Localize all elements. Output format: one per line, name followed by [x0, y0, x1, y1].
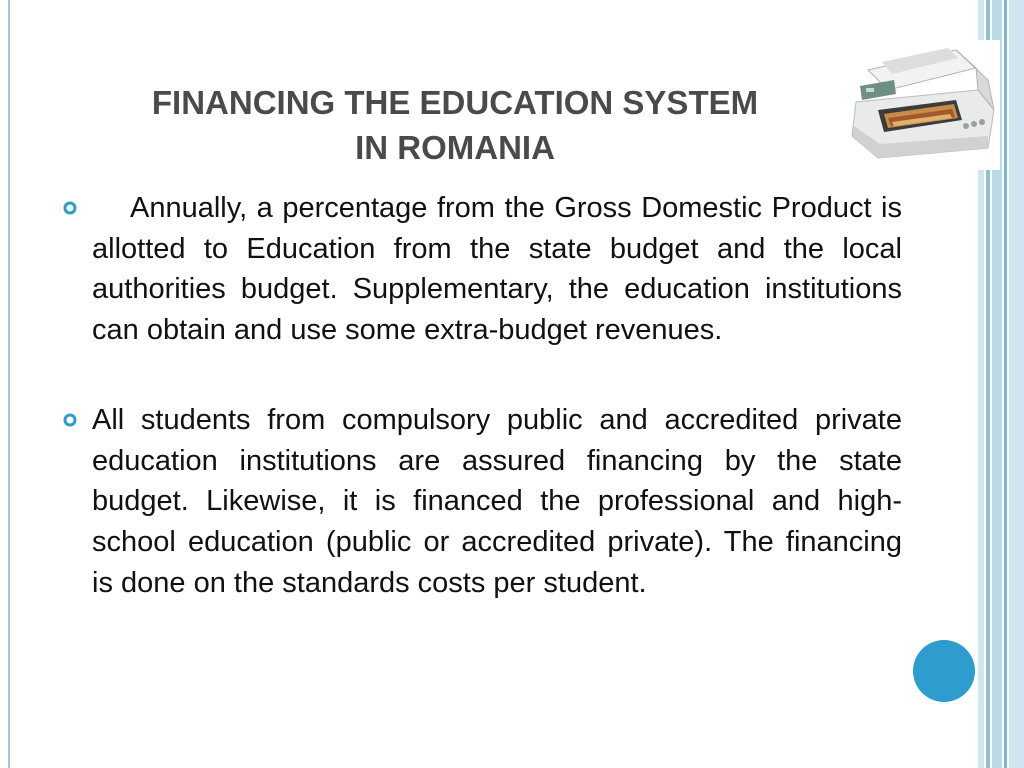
bullet-1-first-line: Annually, a percentage from the Gross Domestic: [130, 192, 763, 224]
title-line-2: IN ROMANIA: [355, 129, 555, 166]
ring-bullet-icon: [63, 413, 77, 427]
money-counter-machine-picture: [838, 40, 1000, 170]
slide-title: [60, 80, 850, 170]
blue-circle-decoration: [913, 640, 975, 702]
ring-bullet-icon: [63, 201, 77, 215]
right-border-stripe: [1009, 0, 1024, 768]
bullet-paragraph-2: All students from compulsory public and accredited private education institutions are assured financing by the state budget. Likewise, it is financed the professional and high-school education (public or accredited private). The financing is done on the standards costs per student.: [92, 404, 902, 599]
bullet-paragraph-1: [92, 188, 902, 351]
right-border-stripe: [1004, 0, 1007, 768]
money-counter-illustration: [838, 40, 1000, 170]
bullet-1-rest: Product is allotted to Education from the state budget and the local authorities budget. Supplementary, the education institutions can obtain and use some extra-budget revenues.: [92, 192, 902, 347]
title-line-1: FINANCING THE EDUCATION SYSTEM: [151, 84, 759, 121]
left-border-line: [8, 0, 10, 768]
